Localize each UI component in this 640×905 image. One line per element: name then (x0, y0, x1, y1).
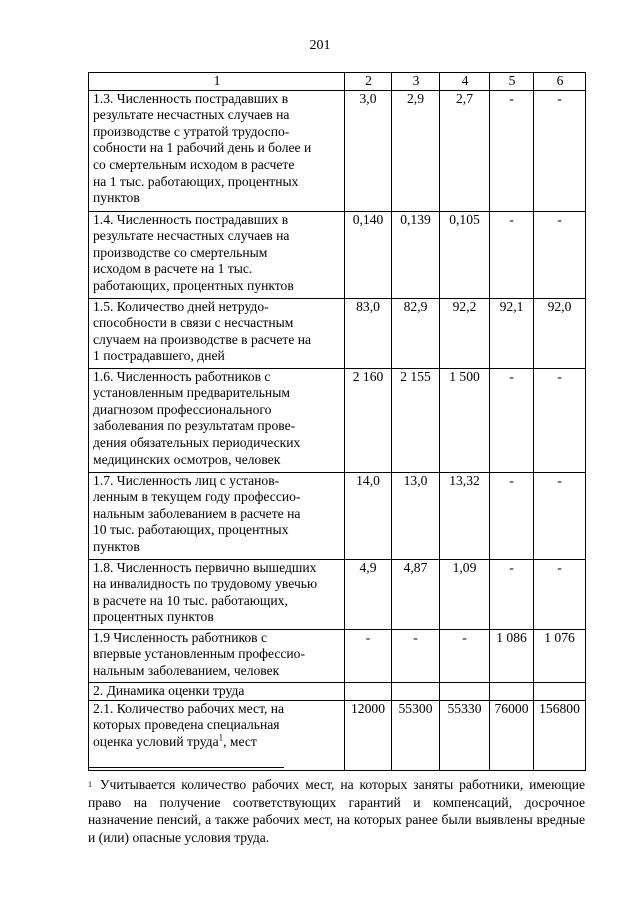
table-cell (345, 682, 392, 700)
table-cell: 2,7 (440, 90, 490, 211)
table-row (89, 298, 586, 368)
table-cell: - (440, 629, 490, 682)
page-number: 201 (309, 38, 331, 53)
table-cell: 0,105 (440, 211, 490, 298)
row-description: 1.9 Численность работников с впервые установленным профессио- нальным заболеванием, человек (89, 629, 345, 682)
footnote-divider (88, 767, 284, 768)
table-cell: - (534, 472, 586, 559)
column-header: 1 (89, 73, 345, 91)
table-cell (440, 682, 490, 700)
table-row (89, 90, 586, 211)
table-cell: 4,9 (345, 559, 392, 629)
row-description: 1.7. Численность лиц с установ- ленным в текущем году профессио- нальным заболеванием в расчете на 10 тыс. работающих, процентных пунктов (89, 472, 345, 559)
table-cell: 83,0 (345, 298, 392, 368)
table-cell: - (534, 368, 586, 472)
table-row (89, 211, 586, 298)
row-description: 1.3. Численность пострадавших в результате несчастных случаев на производстве с утратой трудоспо- собности на 1 рабочий день и более и со смертельным исходом в расчете на 1 тыс. работающих, процентных пунктов (89, 90, 345, 211)
table-cell: - (490, 211, 534, 298)
table-cell: 1 086 (490, 629, 534, 682)
table-cell: - (345, 629, 392, 682)
section-heading: 2. Динамика оценки труда (89, 682, 345, 700)
table-cell: 156800 (534, 700, 586, 770)
table-cell: 55300 (392, 700, 440, 770)
table-cell (534, 682, 586, 700)
table-cell: 14,0 (345, 472, 392, 559)
table-cell: - (534, 211, 586, 298)
table-cell (490, 682, 534, 700)
table-cell: 13,32 (440, 472, 490, 559)
table-cell: - (392, 629, 440, 682)
table-cell: 13,0 (392, 472, 440, 559)
table-cell: - (490, 90, 534, 211)
row-description: 1.8. Численность первично вышедших на инвалидность по трудовому увечью в расчете на 10 тыс. работающих, процентных пунктов (89, 559, 345, 629)
table-cell: 1,09 (440, 559, 490, 629)
column-header: 2 (345, 73, 392, 91)
row-description: 2.1. Количество рабочих мест, на которых проведена специальная оценка условий труда$^1$, мест (89, 700, 345, 770)
indicators-table (88, 72, 586, 771)
footnote-reference: 1 (218, 732, 224, 743)
table-cell: - (490, 472, 534, 559)
row-description: 1.5. Количество дней нетрудо- способности в связи с несчастным случаем на производстве в расчете на 1 пострадавшего, дней (89, 298, 345, 368)
table-cell: 82,9 (392, 298, 440, 368)
table-cell: 2,9 (392, 90, 440, 211)
table-cell: 4,87 (392, 559, 440, 629)
table-cell: - (490, 368, 534, 472)
table-cell: 0,139 (392, 211, 440, 298)
table-cell: 1 500 (440, 368, 490, 472)
table-row (89, 629, 586, 682)
column-header: 6 (534, 73, 586, 91)
footnote-text: Учитывается количество рабочих мест, на которых заняты работники, имеющие право на получение соответствующих гарантий и компенсаций, досрочное назначение пенсий, а также рабочих мест, на которых ранее были выявлены вредные и (или) опасные условия труда. (88, 777, 585, 845)
table-row (89, 472, 586, 559)
section-row (89, 682, 586, 700)
table-cell: 76000 (490, 700, 534, 770)
table-cell (392, 682, 440, 700)
column-header: 4 (440, 73, 490, 91)
table-row (89, 368, 586, 472)
row-description: 1.4. Численность пострадавших в результате несчастных случаев на производстве со смертельным исходом в расчете на 1 тыс. работающих, процентных пунктов (89, 211, 345, 298)
table-cell: 2 155 (392, 368, 440, 472)
table-cell: 12000 (345, 700, 392, 770)
table-cell: 55330 (440, 700, 490, 770)
table-row (89, 700, 586, 770)
table-cell: 3,0 (345, 90, 392, 211)
footnote (88, 776, 585, 846)
table-cell: 92,0 (534, 298, 586, 368)
table-row (89, 559, 586, 629)
table-cell: - (534, 90, 586, 211)
row-description: 1.6. Численность работников с установленным предварительным диагнозом профессионального заболевания по результатам прове- дения обязательных периодических медицинских осмотров, человек (89, 368, 345, 472)
table-cell: - (534, 559, 586, 629)
column-header: 3 (392, 73, 440, 91)
table-cell: 92,2 (440, 298, 490, 368)
table-cell: 1 076 (534, 629, 586, 682)
table-header-row (89, 73, 586, 91)
table-cell: - (490, 559, 534, 629)
table-cell: 0,140 (345, 211, 392, 298)
table-cell: 92,1 (490, 298, 534, 368)
table-cell: 2 160 (345, 368, 392, 472)
footnote-mark: 1 (88, 780, 92, 789)
column-header: 5 (490, 73, 534, 91)
